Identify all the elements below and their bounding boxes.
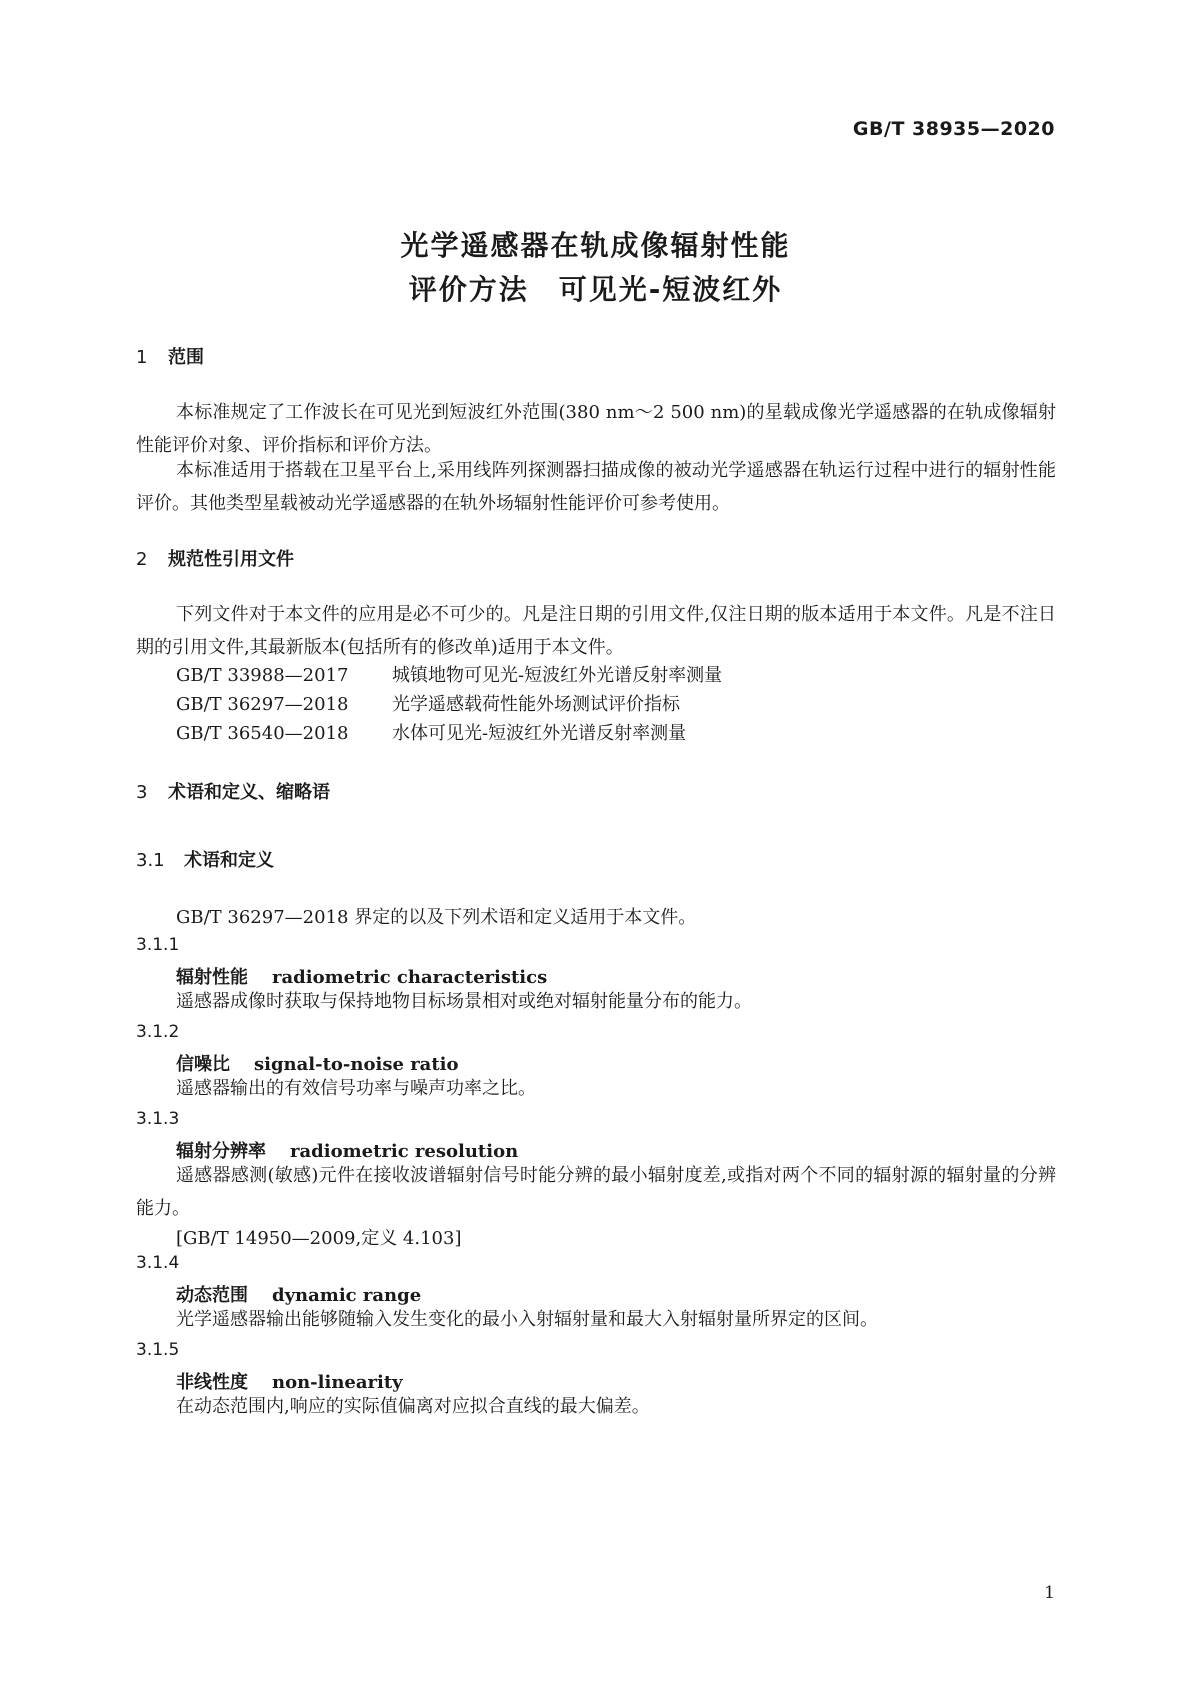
term-name-en: radiometric resolution: [290, 1141, 519, 1162]
term-name-zh: 辐射分辨率: [176, 1141, 266, 1162]
section-number: 2: [136, 549, 148, 570]
term-name-en: signal-to-noise ratio: [254, 1054, 459, 1075]
reference-title: 水体可见光-短波红外光谱反射率测量: [392, 723, 687, 744]
section-number: 1: [136, 347, 148, 368]
reference-code: GB/T 33988—2017: [176, 665, 349, 686]
term-source: [GB/T 14950—2009,定义 4.103]: [176, 1228, 462, 1249]
section-number: 3.1: [136, 850, 165, 871]
term-definition: 光学遥感器输出能够随输入发生变化的最小入射辐射量和最大入射辐射量所界定的区间。: [176, 1309, 878, 1330]
term-definition: 在动态范围内,响应的实际值偏离对应拟合直线的最大偏差。: [176, 1396, 650, 1417]
page-number: 1: [1044, 1583, 1055, 1603]
section-number: 3: [136, 782, 148, 803]
standard-code: GB/T 38935—2020: [852, 118, 1055, 140]
term-name-en: dynamic range: [272, 1285, 422, 1306]
section-title: 规范性引用文件: [168, 549, 294, 570]
title-line-2: 评价方法 可见光-短波红外: [408, 273, 783, 306]
term-number: 3.1.1: [136, 935, 180, 955]
document-title: [0, 224, 1191, 312]
section-title: 术语和定义: [184, 850, 274, 871]
term-name-en: non-linearity: [272, 1372, 403, 1393]
term-name-zh: 辐射性能: [176, 967, 248, 988]
term-definition: 遥感器成像时获取与保持地物目标场景相对或绝对辐射能量分布的能力。: [176, 991, 752, 1012]
section-title: 范围: [168, 347, 204, 368]
term-number: 3.1.2: [136, 1022, 180, 1042]
reference-title: 光学遥感载荷性能外场测试评价指标: [392, 694, 680, 715]
term-name-en: radiometric characteristics: [272, 967, 548, 988]
term-name-zh: 信噪比: [176, 1054, 230, 1075]
term-name-zh: 非线性度: [176, 1372, 248, 1393]
title-line-1: 光学遥感器在轨成像辐射性能: [400, 229, 791, 262]
section-2-heading: [136, 545, 294, 571]
section-2-paragraph-1: 下列文件对于本文件的应用是必不可少的。凡是注日期的引用文件,仅注日期的版本适用于本文件。凡是不注日期的引用文件,其最新版本(包括所有的修改单)适用于本文件。: [136, 604, 1056, 658]
section-3-1-intro: GB/T 36297—2018 界定的以及下列术语和定义适用于本文件。: [176, 907, 697, 928]
section-1-paragraph-1: 本标准规定了工作波长在可见光到短波红外范围(380 nm～2 500 nm)的星载成像光学遥感器的在轨成像辐射性能评价对象、评价指标和评价方法。: [136, 402, 1056, 456]
section-1-heading: [136, 343, 204, 369]
term-number: 3.1.5: [136, 1340, 180, 1360]
term-definition: 遥感器输出的有效信号功率与噪声功率之比。: [176, 1078, 536, 1099]
normative-reference: [176, 690, 680, 716]
section-3-heading: [136, 778, 330, 804]
section-1-paragraph-2: 本标准适用于搭载在卫星平台上,采用线阵列探测器扫描成像的被动光学遥感器在轨运行过程中进行的辐射性能评价。其他类型星载被动光学遥感器的在轨外场辐射性能评价可参考使用。: [136, 460, 1056, 514]
reference-title: 城镇地物可见光-短波红外光谱反射率测量: [392, 665, 723, 686]
section-title: 术语和定义、缩略语: [168, 782, 330, 803]
normative-reference: [176, 719, 686, 745]
term-number: 3.1.4: [136, 1253, 180, 1273]
section-3-1-heading: [136, 846, 274, 872]
term-name-zh: 动态范围: [176, 1285, 248, 1306]
term-definition: 遥感器感测(敏感)元件在接收波谱辐射信号时能分辨的最小辐射度差,或指对两个不同的辐射源的辐射量的分辨能力。: [136, 1165, 1056, 1219]
normative-reference: [176, 661, 722, 687]
reference-code: GB/T 36297—2018: [176, 694, 349, 715]
term-number: 3.1.3: [136, 1109, 180, 1129]
reference-code: GB/T 36540—2018: [176, 723, 349, 744]
